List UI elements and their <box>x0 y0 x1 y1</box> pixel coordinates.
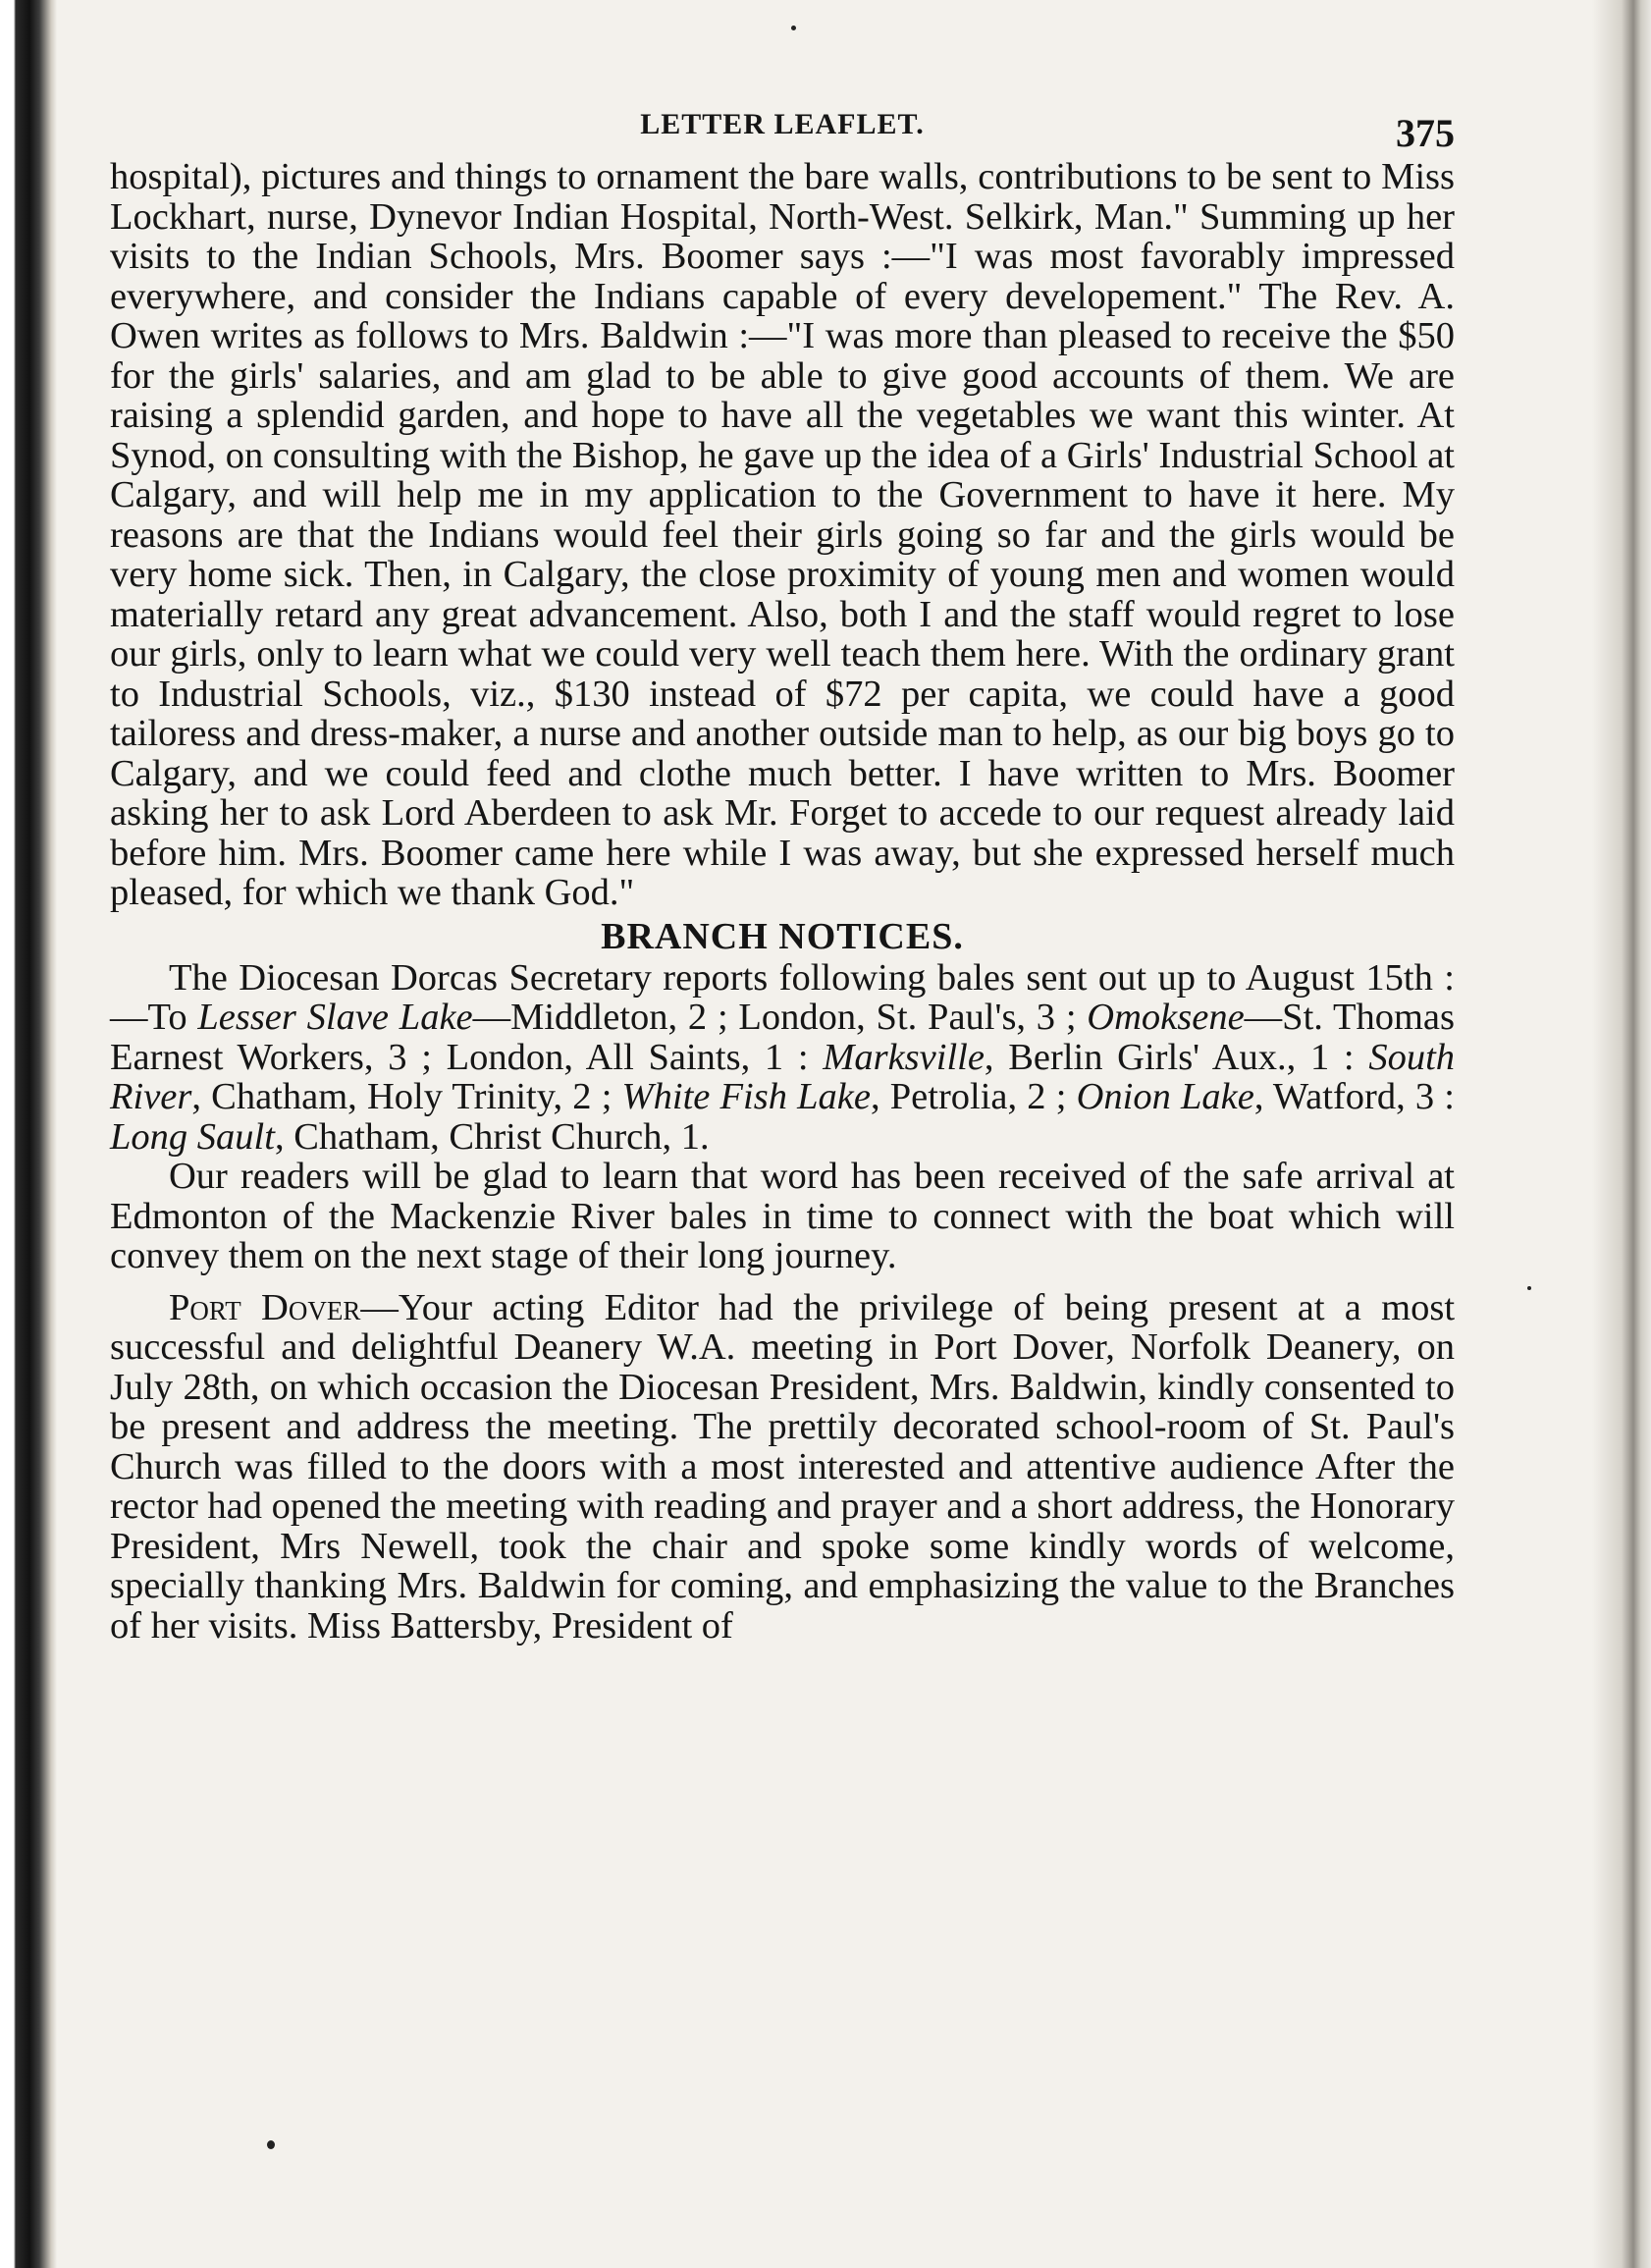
section-heading: BRANCH NOTICES. <box>601 915 964 957</box>
ink-speck <box>267 2140 275 2149</box>
paragraph-owen-letter: hospital), pictures and things to ornament the bare walls, contributions to be sent to Miss Lockhart, nurse, Dynevor Indian Hospital, North-West. Selkirk, Man." Summing up her visits to the Indian Schools, Mrs. Boomer says :—"I was most favorably impressed everywhere, and consider the Indians capable of every developement." The Rev. A. Owen writes as follows to Mrs. Baldwin :—"I was more than pleased to receive the $50 for the girls' salaries, and am glad to be able to give good accounts of them. We are raising a splendid garden, and hope to have all the vegetables we want this winter. At Synod, on consulting with the Bishop, he gave up the idea of a Girls' Industrial School at Calgary, and will help me in my application to the Government to have it here. My reasons are that the Indians would feel their girls going so far and the girls would be very home sick. Then, in Calgary, the close proximity of young men and women would materially retard any great advancement. Also, both I and the staff would regret to lose our girls, only to learn what we could very well teach them here. With the ordinary grant to Industrial Schools, viz., $130 instead of $72 per capita, we could have a good tailoress and dress-maker, a nurse and another outside man to help, as our big boys go to Calgary, and we could feed and clothe much better. I have written to Mrs. Boomer asking her to ask Lord Aberdeen to ask Mr. Forget to accede to our request already laid before him. Mrs. Boomer came here while I was away, but she expressed herself much pleased, for which we thank God." <box>110 156 1455 913</box>
place-name: Lesser Slave Lake <box>197 997 473 1038</box>
page-header <box>110 98 1455 157</box>
ink-speck <box>1527 1286 1531 1290</box>
scan-left-edge <box>0 0 57 2268</box>
paragraph-dorcas-bales <box>110 958 1455 1158</box>
running-head: LETTER LEAFLET. <box>640 108 925 140</box>
scan-right-edge <box>1592 0 1651 2268</box>
paragraph-port-dover <box>110 1288 1455 1647</box>
page <box>110 98 1455 1646</box>
paragraph-mackenzie-bales: Our readers will be glad to learn that word has been received of the safe arrival at Edmonton of the Mackenzie River bales in time to connect with the boat which will convey them on the next stage of their long journey. <box>110 1156 1455 1276</box>
bales-text: , Chatham, Christ Church, 1. <box>274 1115 710 1158</box>
place-name: Marksville <box>823 1036 985 1078</box>
port-dover-lead: Port Dover <box>169 1286 361 1328</box>
article-body <box>110 157 1455 1646</box>
place-name: South River <box>110 1036 1456 1117</box>
bales-text: , Chatham, Holy Trinity, 2 ; <box>191 1076 622 1117</box>
bales-text: —St. Thomas Earnest Workers, 3 ; London, All Saints, 1 : <box>110 997 1455 1078</box>
bales-text: , Watford, 3 : <box>1253 1076 1455 1117</box>
place-name: Long Sault <box>110 1115 275 1158</box>
bales-text: , Petrolia, 2 ; <box>870 1076 1077 1117</box>
place-name: Omoksene <box>1087 997 1245 1038</box>
bales-intro: The Diocesan Dorcas Secretary reports following bales sent out up to August 15th :—To <box>110 956 1455 1038</box>
port-dover-body: —Your acting Editor had the privilege of being present at a most successful and delightful Deanery W.A. meeting in Port Dover, Norfolk Deanery, on July 28th, on which occasion the Diocesan President, Mrs. Baldwin, kindly consented to be present and address the meeting. The prettily decorated school-room of St. Paul's Church was filled to the doors with a most interested and attentive audience After the rector had opened the meeting with reading and prayer and a short address, the Honorary President, Mrs Newell, took the chair and spoke some kindly words of welcome, specially thanking Mrs. Baldwin for coming, and emphasizing the value to the Branches of her visits. Miss Battersby, President of <box>110 1286 1456 1647</box>
place-name: White Fish Lake <box>621 1076 871 1117</box>
bales-text: —Middleton, 2 ; London, St. Paul's, 3 ; <box>472 997 1088 1038</box>
ink-speck <box>791 26 796 30</box>
bales-text: , Berlin Girls' Aux., 1 : <box>984 1036 1369 1078</box>
page-number: 375 <box>1396 111 1455 155</box>
place-name: Onion Lake <box>1076 1076 1254 1117</box>
